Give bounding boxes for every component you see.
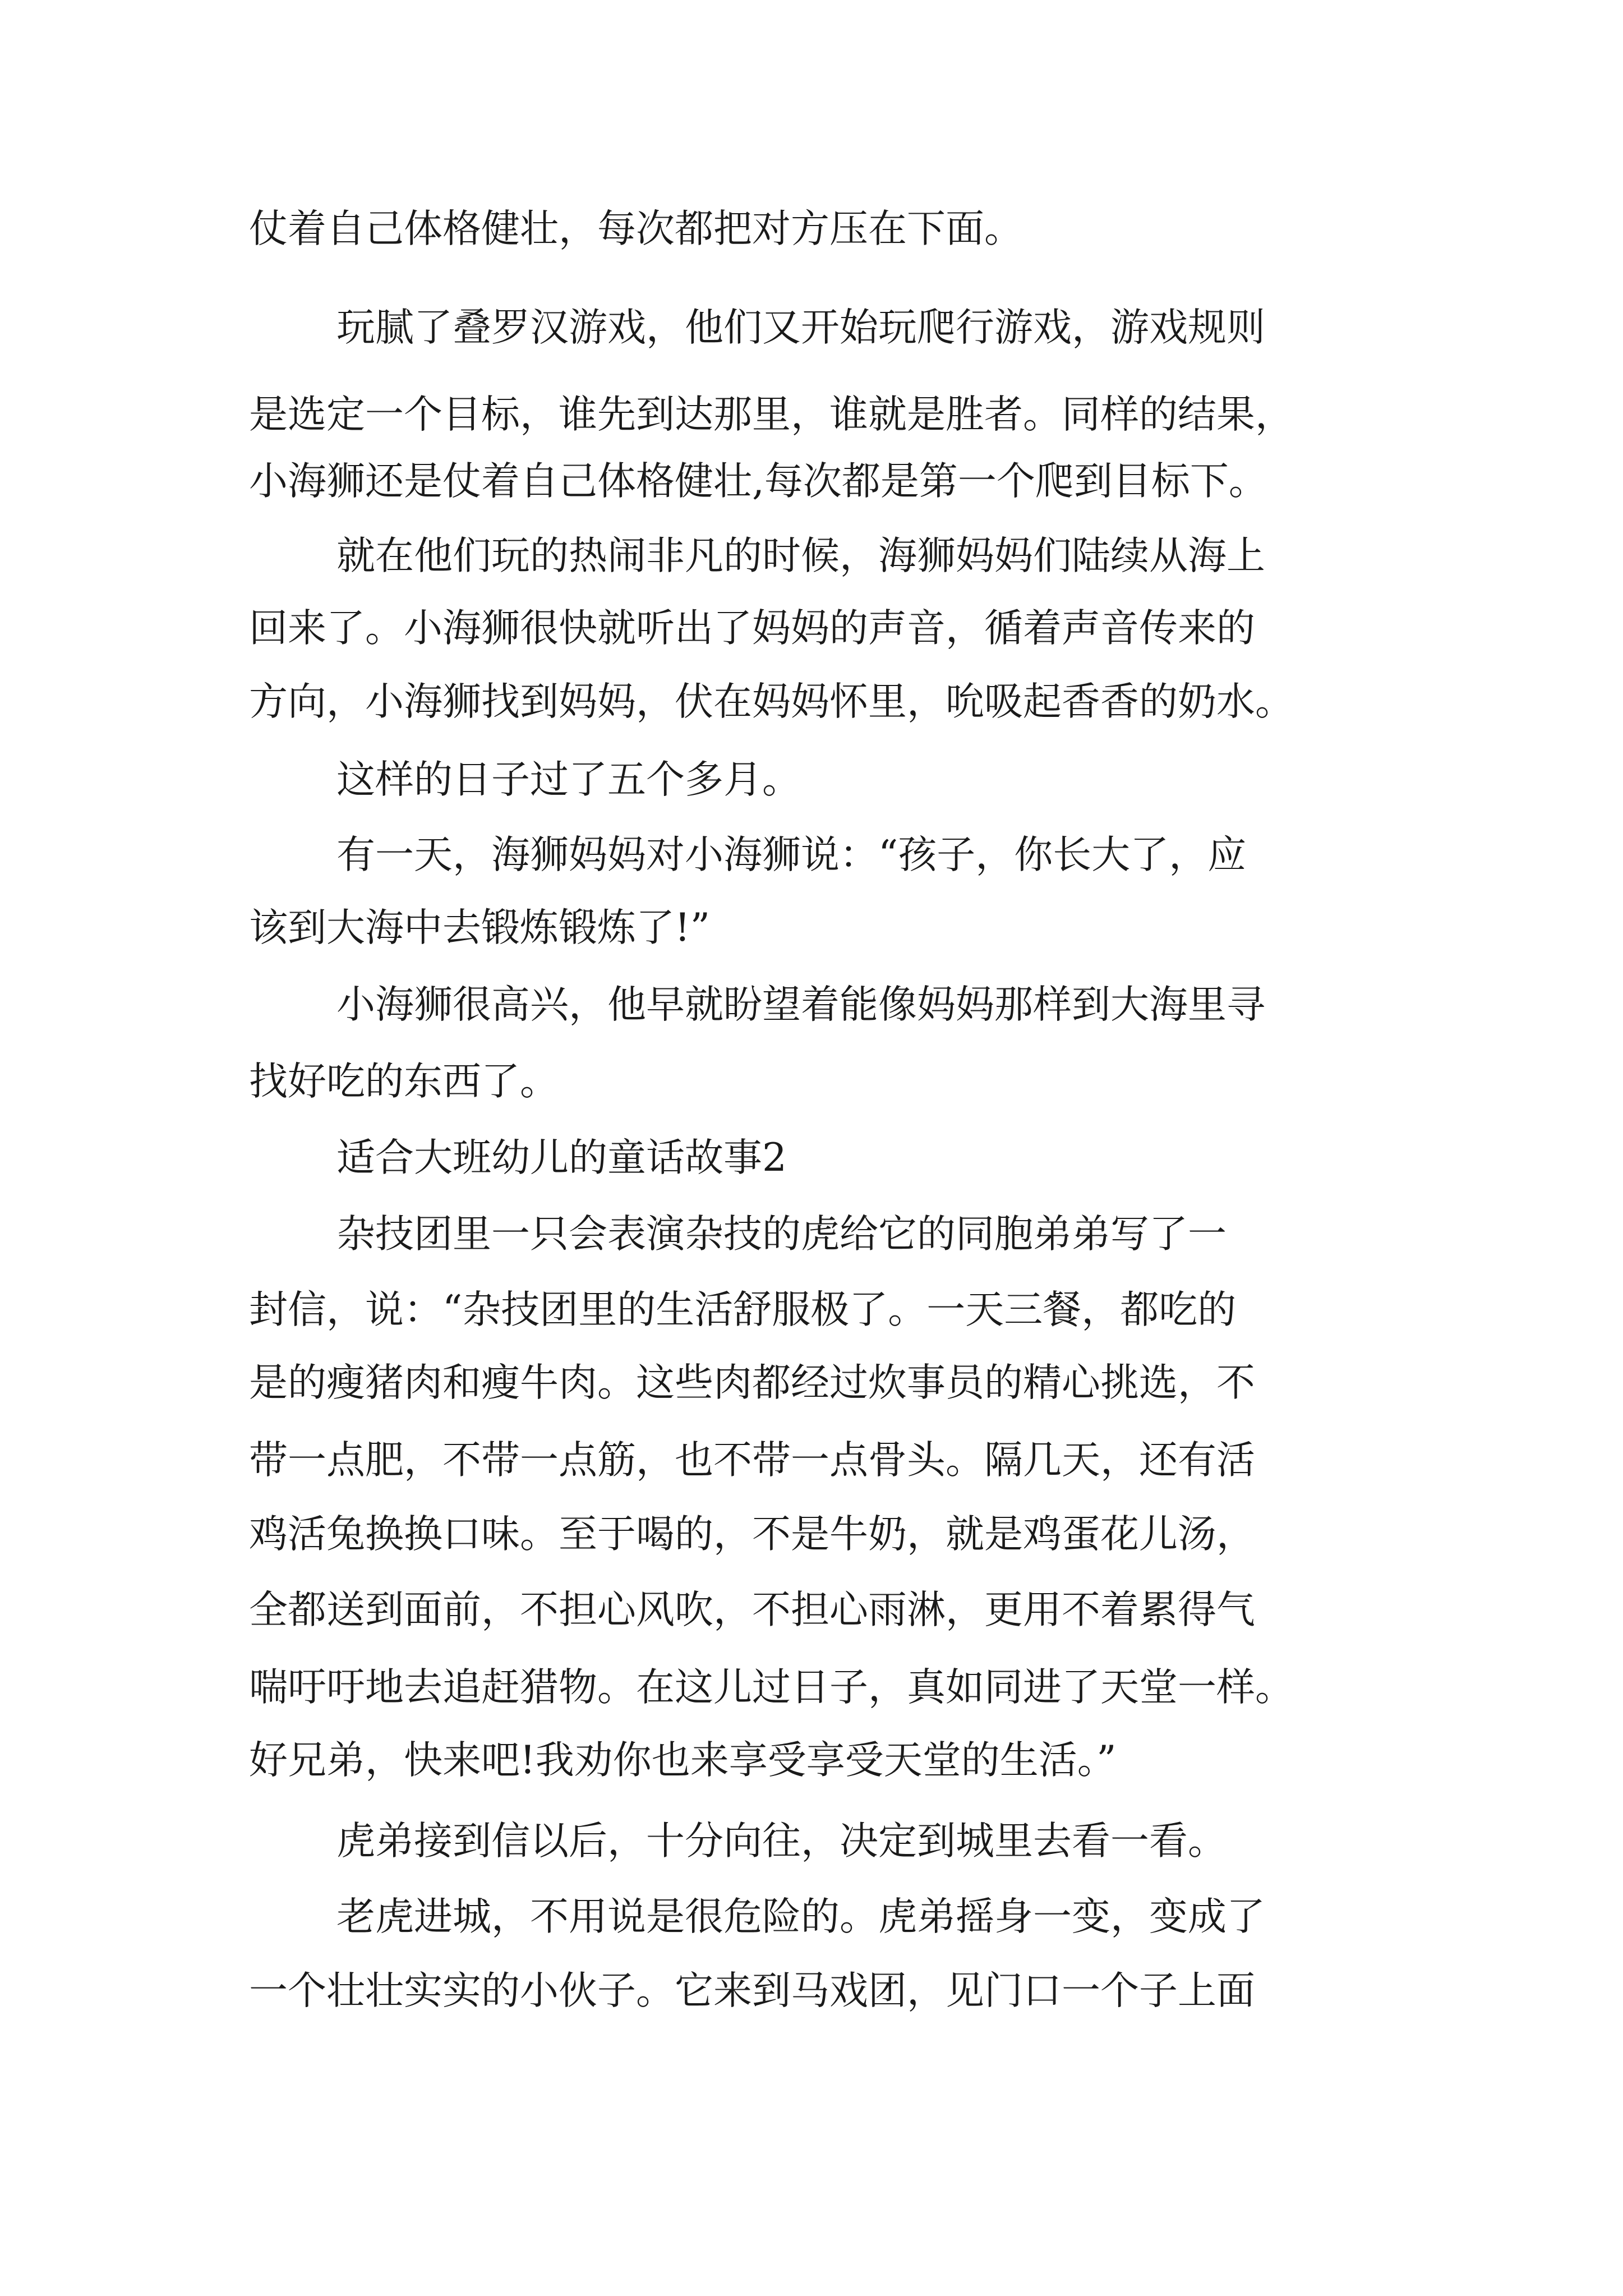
text-line-8: 这样的日子过了五个多月。 (336, 757, 801, 802)
text-line-12: 找好吃的东西了。 (249, 1059, 559, 1104)
text-line-17: 带一点肥，不带一点筋，也不带一点骨头。隔几天，还有活 (249, 1438, 1255, 1483)
text-line-9: 有一天，海狮妈妈对小海狮说：“孩子，你长大了，应 (336, 832, 1247, 877)
text-line-5: 就在他们玩的热闹非凡的时候，海狮妈妈们陆续从海上 (336, 533, 1265, 578)
text-line-11: 小海狮很高兴，他早就盼望着能像妈妈那样到大海里寻 (336, 982, 1265, 1027)
text-line-22: 虎弟接到信以后，十分向往，决定到城里去看一看。 (336, 1819, 1227, 1864)
text-line-21: 好兄弟，快来吧!我劝你也来享受享受天堂的生活。” (249, 1738, 1117, 1783)
text-line-2: 玩腻了叠罗汉游戏，他们又开始玩爬行游戏，游戏规则 (336, 305, 1265, 350)
text-line-3: 是选定一个目标，谁先到达那里，谁就是胜者。同样的结果， (249, 392, 1294, 437)
text-line-6: 回来了。小海狮很快就听出了妈妈的声音，循着声音传来的 (249, 606, 1255, 651)
text-line-16: 是的瘦猪肉和瘦牛肉。这些肉都经过炊事员的精心挑选，不 (249, 1360, 1255, 1405)
text-line-19: 全都送到面前，不担心风吹，不担心雨淋，更用不着累得气 (249, 1588, 1255, 1632)
text-line-23: 老虎进城，不用说是很危险的。虎弟摇身一变，变成了 (336, 1894, 1265, 1939)
text-line-4: 小海狮还是仗着自己体格健壮,每次都是第一个爬到目标下。 (249, 459, 1267, 504)
text-line-18: 鸡活兔换换口味。至于喝的，不是牛奶，就是鸡蛋花儿汤， (249, 1512, 1255, 1557)
text-line-24: 一个壮壮实实的小伙子。它来到马戏团，见门口一个子上面 (249, 1968, 1255, 2013)
text-line-7: 方向，小海狮找到妈妈，伏在妈妈怀里，吮吸起香香的奶水。 (249, 679, 1294, 724)
text-line-10: 该到大海中去锻炼锻炼了!” (249, 905, 711, 950)
section-heading: 适合大班幼儿的童话故事2 (336, 1135, 787, 1180)
text-line-1: 仗着自己体格健壮，每次都把对方压在下面。 (249, 206, 1023, 251)
text-line-20: 喘吁吁地去追赶猎物。在这儿过日子，真如同进了天堂一样。 (249, 1665, 1294, 1710)
text-line-14: 杂技团里一只会表演杂技的虎给它的同胞弟弟写了一 (336, 1212, 1227, 1257)
text-line-15: 封信，说：“杂技团里的生活舒服极了。一天三餐，都吃的 (249, 1287, 1237, 1332)
